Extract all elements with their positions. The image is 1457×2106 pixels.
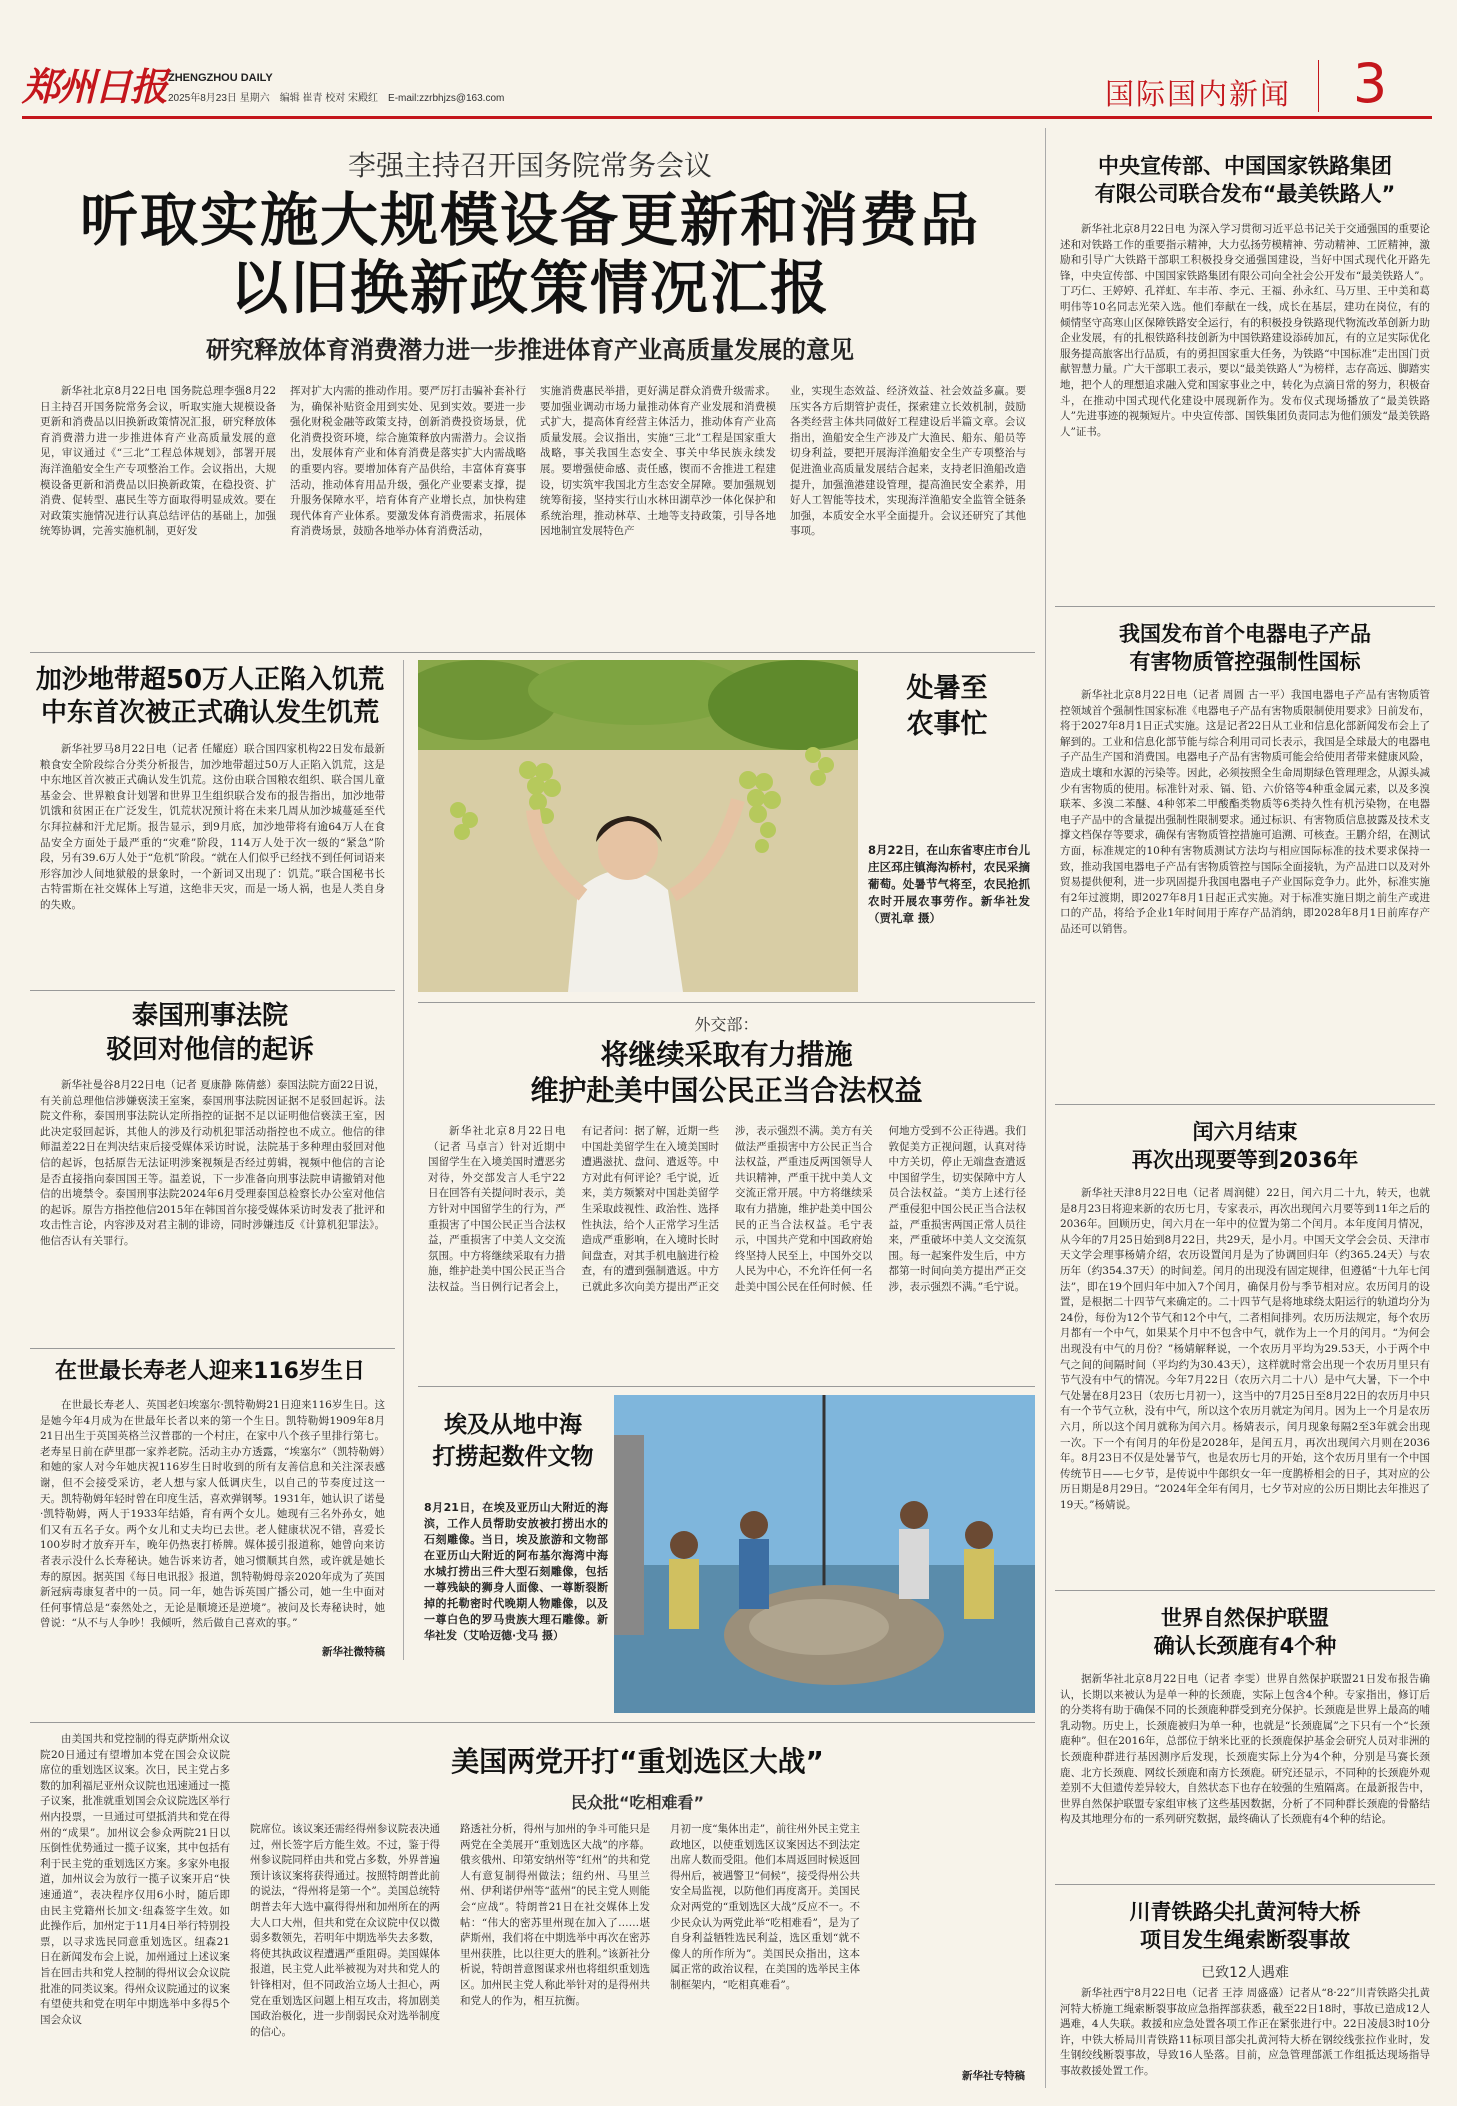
redistrict-subtitle: 民众批“吃相难看” <box>570 1793 705 1812</box>
oldest-byline: 新华社微特稿 <box>322 1646 385 1658</box>
leap-headline-2[interactable]: 再次出现要等到2036年 <box>1131 1148 1359 1172</box>
lead-headline-1[interactable]: 听取实施大规模设备更新和消费品 <box>79 186 980 254</box>
egypt-top-rule <box>418 1386 1035 1387</box>
bridge-body <box>1060 1986 1430 2096</box>
left-column-divider <box>403 660 404 1660</box>
lead-col-4 <box>790 384 1026 642</box>
famine-headline-2[interactable]: 中东首次被正式确认发生饥荒 <box>40 698 379 728</box>
thai-body <box>40 1078 385 1340</box>
railway-body-text: 新华社北京8月22日电 为深入学习贯彻习近平总书记关于交通强国的重要论述和对铁路工作的重要指示精神，大力弘扬劳模精神、劳动精神、工匠精神，激励和引导广大铁路干部职工积极投身交通强国建设，当好中国式现代化开路先锋，中央宣传部、中国国家铁路集团有限公司向全社会公开发布“最美铁路人”。丁巧仁、王婷婷、孔祥虹、车丰芾、李元、王福、孙永红、马万里、王中美和葛明伟等10名同志光荣入选。他们奉献在一线，成长在基层，建功在岗位，有的倾情坚守高寒山区保障铁路安全运行，有的积极投身铁路现代物流改革创新力助企业发展，有的扎根铁路科技创新为中国铁路建设添砖加瓦，有的立足实际优化服务提高旅客出行品质，有的勇担国家重大任务，为铁路“中国标准”走出国门贡献智慧力量。广大干部职工表示，要以“最美铁路人”为榜样，志存高远、脚踏实地，把个人的理想追求融入党和国家事业之中，转化为点滴日常的努力，积极奋斗，在推动中国式现代化建设中展现新作为。发布仪式现场播放了“最美铁路人”先进事迹的视频短片。中央宣传部、国铁集团负责同志为他们颁发“最美铁路人”证书。 <box>1060 223 1430 438</box>
lead-col-2-text: 挥对扩大内需的推动作用。要严厉打击骗补套补行为，确保补贴资金用到实处、见到实效。要进一步强化财税金融等政策支持，创新消费投资场景，优化消费投资环境，综合施策释放内需潜力。会议指出，发展体育产业和体育消费是落实扩大内需战略的重要内容。要增加体育产品供给，丰富体育赛事活动，推动体育用品升级，强化产业要素支撑，提升服务保障水平，培育体育产业增长点，加快构建现代体育产业体系。要激发体育消费需求，拓展体育消费场景，鼓励各地举办体育消费活动， <box>290 385 526 538</box>
egypt-artifact-image <box>614 1395 1035 1713</box>
thai-top-rule <box>30 990 395 991</box>
lead-col-1-text: 新华社北京8月22日电 国务院总理李强8月22日主持召开国务院常务会议，听取实施大规模设备更新和消费品以旧换新政策情况汇报，研究释放体育消费潜力进一步推进体育产业高质量发展的意见，审议通过《“三北”工程总体规划》，部署开展海洋渔船安全生产专项整治工作。会议指出，大规模设备更新和消费品以旧换新政策，在稳投资、扩消费、促转型、惠民生等方面取得明显成效。要在对政策实施情况进行认真总结评估的基础上，加强统筹协调，完善实施机制，更好发 <box>40 385 276 538</box>
leap-body <box>1060 1186 1430 1578</box>
newspaper-name-en: ZHENGZHOU DAILY <box>168 72 273 84</box>
redistrict-col-1 <box>40 1732 230 2082</box>
famine-body <box>40 742 385 978</box>
redistrict-col-3-text: 路透社分析，得州与加州的争斗可能只是两党在全美展开“重划选区大战”的序幕。俄亥俄州、印第安纳州等“红州”的共和党人有意复制得州做法；纽约州、马里兰州、伊利诺伊州等“蓝州”的民主党人则能会“应战”。特朗普21日在社交媒体上发帖：“伟大的密苏里州现在加入了……堪萨斯州，我们将在中期选举中再次在密苏里州获胜，比以往更大的胜利。”该新社分析说，特朗普意图谋求州也将组织重划选区。加州民主党人称此举针对的是得州共和党人的作为，相互抗衡。 <box>460 1823 650 2007</box>
thai-headline-1[interactable]: 泰国刑事法院 <box>131 1001 288 1031</box>
redistrict-col-1-text: 由美国共和党控制的得克萨斯州众议院20日通过有望增加本党在国会众议院席位的重划选区议案。次日，民主党占多数的加利福尼亚州众议院也迅速通过一揽子议案，批准就重划国会众议院选区举行州内投票，一旦通过可望抵消共和党在得州的“成果”。加州议会参众两院21日以压倒性优势通过一揽子议案，其中包括有利于民主党的重划选区方案。多家外电报道，加州议会为放行一揽子议案开启“快速通道”，表决程序仅用6小时，随后即由民主党籍州长加文·纽森签字生效。如此操作后，加州定于11月4日举行特别投票，以寻求选民同意重划选区。纽森21日在新闻发布会上说，加州通过上述议案旨在回击共和党人控制的得州议会众议院批准的同类议案。得州众议院通过的议案有望使共和党在明年中期选举中多得5个国会众议 <box>40 1733 230 2026</box>
bridge-body-text: 新华社西宁8月22日电（记者 王浡 周盛盛）记者从“8·22”川青铁路尖扎黄河特大桥施工绳索断裂事故应急指挥部获悉，截至22日18时，事故已造成12人遇难，4人失联。救援和应急处置各项工作正在紧张进行中。22日凌晨3时10分许，中铁大桥局川青铁路11标项目部尖扎黄河特大桥在钢绞线张拉作业时，发生钢绞线断裂事故，导致16人坠落。目前，应急管理部派工作组抵达现场指导事故救援处置工作。 <box>1060 1987 1430 2077</box>
oldest-body <box>40 1398 385 1646</box>
lead-headline-2[interactable]: 以旧换新政策情况汇报 <box>229 254 830 322</box>
section-divider <box>1318 60 1319 112</box>
fm-kicker: 外交部： <box>694 1015 759 1034</box>
redistrict-col-4 <box>670 1822 860 2067</box>
electrical-body <box>1060 688 1430 1092</box>
lead-bottom-rule <box>30 652 1035 653</box>
thai-headline-2[interactable]: 驳回对他信的起诉 <box>105 1035 314 1065</box>
redistrict-top-rule <box>30 1722 1035 1723</box>
redistrict-col-3 <box>460 1822 650 2084</box>
electrical-body-text: 新华社北京8月22日电（记者 周圆 古一平）我国电器电子产品有害物质管控领域首个强制性国家标准《电器电子产品有害物质限制使用要求》日前发布，将于2027年8月1日正式实施。这是记者22日从工业和信息化部新闻发布会上了解到的。工业和信息化部节能与综合利用司司长表示，我国是全球最大的电器电子产品生产国和消费国。电器电子产品有害物质可能会给使用者带来健康风险，造成土壤和水源的污染等。因此，必须按照全生命周期绿色管理理念，从源头减少有害物质的使用。标准针对汞、镉、铅、六价铬等4种重金属元素，以及多溴联苯、多溴二苯醚、4种邻苯二甲酸酯类物质等6类持久性有机污染物，在电器电子产品中的含量提出强制性限制要求。通过标识、有害物质信息披露及技术支撑文档保存等要求，确保有害物质管控措施可追溯、可核查。王鹏介绍，在测试方面，标准规定的10种有害物质测试方法均与相应国际标准的技术要求保持一致，推动我国电器电子产品有害物质管控与国际全面接轨，为产品进口以及对外贸易提供便利，进一步巩固提升我国电器电子产业国际竞争力。此外，标准实施有2年过渡期，即2027年8月1日起正式实施。对于标准实施日期之前生产或进口的产品，将给予企业1年时间用于库存产品消纳，即2028年8月1日前库存产品还可以销售。 <box>1060 689 1430 935</box>
masthead <box>0 0 1457 115</box>
lead-col-2 <box>290 384 526 642</box>
electrical-headline-1[interactable]: 我国发布首个电器电子产品 <box>1119 622 1371 646</box>
bridge-top-rule <box>1055 1884 1435 1885</box>
oldest-headline[interactable]: 在世最长寿老人迎来116岁生日 <box>55 1359 365 1384</box>
lead-col-3-text: 实施消费惠民举措，更好满足群众消费升级需求。要加强业调动市场力量推动体育产业发展和消费模式扩大，提高体育经营主体活力，推动体育产业高质量发展。会议指出，实施“三北”工程是国家重大战略，事关我国生态安全、事关中华民族永续发展。要增强使命感、责任感，锲而不舍推进工程建设，切实筑牢我国北方生态安全屏障。要加强规划统筹衔接，坚持实行山水林田湖草沙一体化保护和系统治理，推动林草、土地等支持政策，引导各地因地制宜发展特色产 <box>540 385 776 538</box>
leap-headline-1[interactable]: 闰六月结束 <box>1192 1120 1298 1144</box>
egypt-artifact-photo[interactable] <box>614 1395 1035 1713</box>
thai-body-text: 新华社曼谷8月22日电（记者 夏康静 陈倩慈）泰国法院方面22日说，有关前总理他信涉嫌亵渎王室案，泰国刑事法院因证据不足驳回起诉。法院文件称，泰国刑事法院认定所指控的证据不足以证明他信亵渎王室，因此决定驳回起诉，其他人的涉及行动机犯罪活动指控也不成立。他信的律师温差22日在判决结束后接受媒体采访时说，法院基于多种理由驳回对他信的起诉，包括原告无法证明涉案视频是否经过剪辑，视频中他信的言论是否直接指向泰国国王等。温差说，下一步准备向刑事法院申请撤销对他信的出境禁令。泰国刑事法院2024年6月受理泰国总检察长办公室对他信的起诉。原告方指控他信2015年在韩国首尔接受媒体采访时发表了批评和攻击性言论，内容涉及对君主制的诽谤，同时涉嫌违反《计算机犯罪法》。他信否认有关罪行。 <box>40 1079 385 1247</box>
masthead-rule <box>22 116 1432 119</box>
railway-headline-2[interactable]: 有限公司联合发布“最美铁路人” <box>1094 182 1396 206</box>
oldest-body-text: 在世最长寿老人、英国老妇埃塞尔·凯特勒姆21日迎来116岁生日。这是她今年4月成为在世最年长者以来的第一个生日。凯特勒姆1909年8月21日出生于英国英格兰汉普郡的一个村庄，在家中八个孩子里排行第七。老寿星日前在萨里郡一家养老院。活动主办方透露，“埃塞尔”（凯特勒姆）和她的家人对今年她庆祝116岁生日时收到的所有友善信息和关注深表感谢，但不会接受采访，老人想与家人低调庆生，以自己的节奏度过这一天。凯特勒姆年轻时曾在印度生活，喜欢弹钢琴。1931年，她认识了诺曼·凯特勒姆，两人于1933年结婚，育有两个女儿。她现有三名外孙女，她们又有五名子女。两个女儿和丈夫均已去世。老人健康状况不错，喜爱长100岁时才放弃开车，晚年仍热衷打桥牌。媒体援引报道称，她曾向来访者表示没什么长寿秘诀。她告诉来访者，她习惯顺其自然，或许就是她长寿的原因。据英国《每日电讯报》报道，凯特勒姆母亲2020年成为了英国新冠病毒康复者中的一员。同一年，她告诉英国广播公司，她一生中面对任何事情总是“泰然处之，无论是顺境还是逆境”。被问及长寿秘诀时，她曾说：“从不与人争吵！我倾听，然后做自己喜欢的事。” <box>40 1399 385 1630</box>
egypt-caption: 8月21日，在埃及亚历山大附近的海滨，工作人员帮助安放被打捞出水的石刻雕像。当日，埃及旅游和文物部在亚历山大附近的阿布基尔海湾中海水城打捞出三件大型石刻雕像，包括一尊残缺的狮身人面像、一尊断裂断掉的托勒密时代晚期人物雕像，以及一尊白色的罗马贵族大理石雕像。新华社发（艾哈迈德·戈马 摄） <box>424 1501 608 1642</box>
electrical-top-rule <box>1055 606 1435 607</box>
lead-col-3 <box>540 384 776 642</box>
bridge-headline-2[interactable]: 项目发生绳索断裂事故 <box>1140 1928 1350 1952</box>
railway-headline-1[interactable]: 中央宣传部、中国国家铁路集团 <box>1098 154 1392 178</box>
redistrict-col-2-text: 院席位。该议案还需经得州参议院表决通过，州长签字后方能生效。不过，鉴于得州参议院同样由共和党占多数，外界普遍预计该议案将获得通过。按照特朗普此前的说法，“得州将是第一个”。美国总统特朗普去年大选中赢得得州和加州所在的两大人口大州，但共和党在众议院中仅以微弱多数领先，若明年中期选举失去多数，将使其执政议程遭遇严重阻碍。美国媒体报道，民主党人此举被视为对共和党人的针锋相对，但不同政治立场人士担心，两党在重划选区问题上相互攻击，将加剧美国政治极化，进一步削弱民众对选举制度的信心。 <box>250 1823 440 2038</box>
giraffe-body-text: 据新华社北京8月22日电（记者 李雯）世界自然保护联盟21日发布报告确认，长期以来被认为是单一种的长颈鹿，实际上包含4个种。专家指出，修订后的分类将有助于确保不同的长颈鹿种群受到充分保护。长颈鹿是世界上最高的哺乳动物。历史上，长颈鹿被归为单一种，也就是“长颈鹿属”之下只有一个“长颈鹿种”。但在2016年，总部位于纳米比亚的长颈鹿保护基金会研究人员对非洲的长颈鹿种群进行基因测序后发现，长颈鹿实际上分为4个种，分别是马赛长颈鹿、北方长颈鹿、网纹长颈鹿和南方长颈鹿。研究还显示，不同种的长颈鹿外观差别不大但遗传差异较大，自然状态下也存在较强的生殖隔离。在最新报告中，世界自然保护联盟专家组审核了这些基因数据，分析了不同种群长颈鹿的骨骼结构及其地理分布的一系列研究数据，最终确认了长颈鹿有4个种的结论。 <box>1060 1673 1430 1826</box>
egypt-heading-1: 埃及从地中海 <box>444 1412 582 1438</box>
electrical-headline-2[interactable]: 有害物质管控强制性国标 <box>1129 650 1361 674</box>
leap-body-text: 新华社天津8月22日电（记者 周润健）22日，闰六月二十九，转天，也就是8月23日将迎来新的农历七月，专家表示，再次出现闰六月要等到11年之后的2036年。回顾历史，闰六月在一年中的位置为第二个闰月。本年度闰月情况，从今年的7月25日始到8月22日，共29天，是小月。中国天文学会会员、天津市天文学会理事杨婧介绍，农历设置闰月是为了协调回归年（约365.24天）与农历年（约354.37天）的时间差。闰月的出现没有固定规律，但遵循“十九年七闰法”，即在19个回归年中加入7个闰月，确保月份与季节相对应。农历闰月的设置，是根据二十四节气来确定的。二十四节气是将地球绕太阳运行的轨道均分为24份，每份为12个节气和12个中气，二者相间排列。农历历法规定，每个农历月都有一个中气，如果某个月中不包含中气，就作为上一个月的闰月。“为何会出现没有中气的月份？”杨婧解释说，一个农历月平均为29.53天，小于两个中气之间的间隔时间（平均约为30.43天），这样就时常会出现一个农历月里只有节气没有中气的情况。今年7月22日（农历六月二十八）是中气大暑，下一个中气处暑在8月23日（农历七月初一），这当中的7月25日至8月22日的农历月中只有一个节气立秋，没有中气，所以这个农历月就定为闰月。因为上一个月是农历六月，所以这个闰月就称为闰六月。杨婧表示，闰月现象每隔2至3年就会出现一次。下一个有闰月的年份是2028年，是闰五月，再次出现闰六月则在2036年。8月23日不仅是处暑节气，也是农历七月的开始，这个农历月里有一个中国传统节日——七夕节，是传说中牛郎织女一年一度鹊桥相会的日子，其对应的公历日期是8月29日。“2024年全年有闰月，七夕节对应的公历日期比去年推迟了19天。”杨婧说。 <box>1060 1187 1430 1511</box>
lead-col-4-text: 业，实现生态效益、经济效益、社会效益多赢。要压实各方后期管护责任，探索建立长效机制，鼓励各类经营主体共同做好工程建设后半篇文章。会议指出，渔船安全生产涉及广大渔民、船东、船员等切身利益，要把开展海洋渔船安全生产专项整治与促进渔业高质量发展结合起来，支持老旧渔船改造提升，加强渔港建设管理，提高渔民安全素养，用好人工智能等技术，实现海洋渔船安全监管全链条加强，本质安全水平全面提升。会议还研究了其他事项。 <box>790 385 1026 538</box>
redistrict-col-4-text: 月初一度“集体出走”，前往州外民主党主政地区，以使重划选区议案因达不到法定出席人数而受阻。他们本周返回时候返回得州后，被遇警卫“伺候”，接受得州公共安全局监视，以防他们再度离开。美国民众对两党的“重划选区大战”反应不一。不少民众认为两党此举“吃相难看”，是为了自身利益牺牲选民利益，选区重划“就不像人的所作所为”。美国民众指出，这本属正常的政治议程，在美国的选举民主体制框架内，“吃相真难看”。 <box>670 1823 860 1991</box>
leap-top-rule <box>1055 1104 1435 1105</box>
redistrict-col-2 <box>250 1822 440 2084</box>
bridge-subtitle: 已致12人遇难 <box>1201 1965 1289 1981</box>
newspaper-logo[interactable]: 郑州日报 <box>22 64 167 109</box>
fm-headline-1[interactable]: 将继续采取有力措施 <box>600 1038 853 1071</box>
lead-col-1 <box>40 384 276 642</box>
redistrict-headline[interactable]: 美国两党开打“重划选区大战” <box>451 1745 824 1778</box>
bridge-headline-1[interactable]: 川青铁路尖扎黄河特大桥 <box>1129 1900 1361 1924</box>
summer-heading-2: 农事忙 <box>906 709 988 740</box>
lead-kicker: 李强主持召开国务院常务会议 <box>347 149 712 182</box>
fm-body-text: 新华社北京8月22日电（记者 马卓言）针对近期中国留学生在入境美国时遭恶劣对待，外交部发言人毛宁22日在回答有关提问时表示，美方针对中国留学生的行为，严重损害了中国公民正当合法权益，严重损害了中美人文交流氛围。中方将继续采取有力措施，维护赴美中国公民正当合法权益。当日例行记者会上，有记者问：据了解，近期一些中国赴美留学生在入境美国时遭遇滋扰、盘问、遣返等。中方对此有何评论？毛宁说，近来，美方频繁对中国赴美留学生采取歧视性、政治性、选择性执法，给个人正常学习生活造成严重影响，在入境时长时间盘查，对其手机电脑进行检查，有的遭到强制遣返。中方已就此多次向美方提出严正交涉，表示强烈不满。美方有关做法严重损害中方公民正当合法权益，严重违反两国领导人共识精神，严重干扰中美人文交流正常开展。中方将继续采取有力措施，维护赴美中国公民的正当合法权益。毛宁表示，中国共产党和中国政府始终坚持人民至上，中国外交以人民为中心，不允许任何一名赴美中国公民在任何时候、任何地方受到不公正待遇。我们敦促美方正视问题，认真对待中方关切，停止无端盘查遣返中国留学生，切实保障中方人员合法权益。“美方上述行径严重侵犯中国公民正当合法权益，严重损害两国正常人员往来，严重破坏中美人文交流氛围。每一起案件发生后，中方都第一时间向美方提出严正交涉，表示强烈不满。”毛宁说。 <box>428 1125 1026 1293</box>
summer-caption: 8月22日，在山东省枣庄市台儿庄区邳庄镇海沟桥村，农民采摘葡萄。处暑节气将至，农民抢抓农时开展农事劳作。新华社发（贾礼章 摄） <box>868 843 1030 925</box>
section-title: 国际国内新闻 <box>1104 77 1291 111</box>
page-number: 3 <box>1352 52 1388 115</box>
oldest-top-rule <box>30 1348 395 1349</box>
redistrict-byline: 新华社专特稿 <box>962 2070 1025 2082</box>
lead-subtitle: 研究释放体育消费潜力进一步推进体育产业高质量发展的意见 <box>206 336 854 364</box>
fm-body <box>428 1124 1026 1374</box>
fm-headline-2[interactable]: 维护赴美中国公民正当合法权益 <box>530 1074 923 1107</box>
egypt-heading-2: 打捞起数件文物 <box>432 1444 594 1470</box>
date-line: 2025年8月23日 星期六 编辑 崔青 校对 宋殿红 E-mail:zzrbhjzs@163.com <box>168 93 505 104</box>
giraffe-body <box>1060 1672 1430 1874</box>
famine-body-text: 新华社罗马8月22日电（记者 任耀庭）联合国四家机构22日发布最新粮食安全阶段综合分类分析报告，加沙地带超过50万人正陷入饥荒，这是中东地区首次被正式确认发生饥荒。这份由联合国粮农组织、联合国儿童基金会、世界粮食计划署和世界卫生组织联合发布的报告指出，加沙地带饥饿和贫困正在广泛发生，饥荒状况预计将在未来几周从加沙城蔓延至代尔拜拉赫和汗尤尼斯。报告显示，到9月底，加沙地带将有逾64万人在食品安全方面处于最严重的“灾难”阶段，114万人处于次一级的“紧急”阶段，另有39.6万人处于“危机”阶段。“就在人们似乎已经找不到任何词语来形容加沙人间地狱般的景象时，一个新词又出现了：饥荒。”联合国秘书长古特雷斯在社交媒体上写道，这绝非天灾，而是一场人祸，也是人类自身的失败。 <box>40 743 385 911</box>
railway-body <box>1060 222 1430 594</box>
famine-headline-1[interactable]: 加沙地带超50万人正陷入饥荒 <box>35 665 385 695</box>
grape-harvest-photo[interactable] <box>418 660 858 992</box>
grape-harvest-image <box>418 660 858 992</box>
giraffe-top-rule <box>1055 1590 1435 1591</box>
fm-top-rule <box>418 1002 1035 1003</box>
giraffe-headline-1[interactable]: 世界自然保护联盟 <box>1161 1606 1329 1630</box>
right-column-divider <box>1045 128 1046 2088</box>
giraffe-headline-2[interactable]: 确认长颈鹿有4个种 <box>1153 1634 1337 1658</box>
summer-heading-1: 处暑至 <box>906 673 988 704</box>
